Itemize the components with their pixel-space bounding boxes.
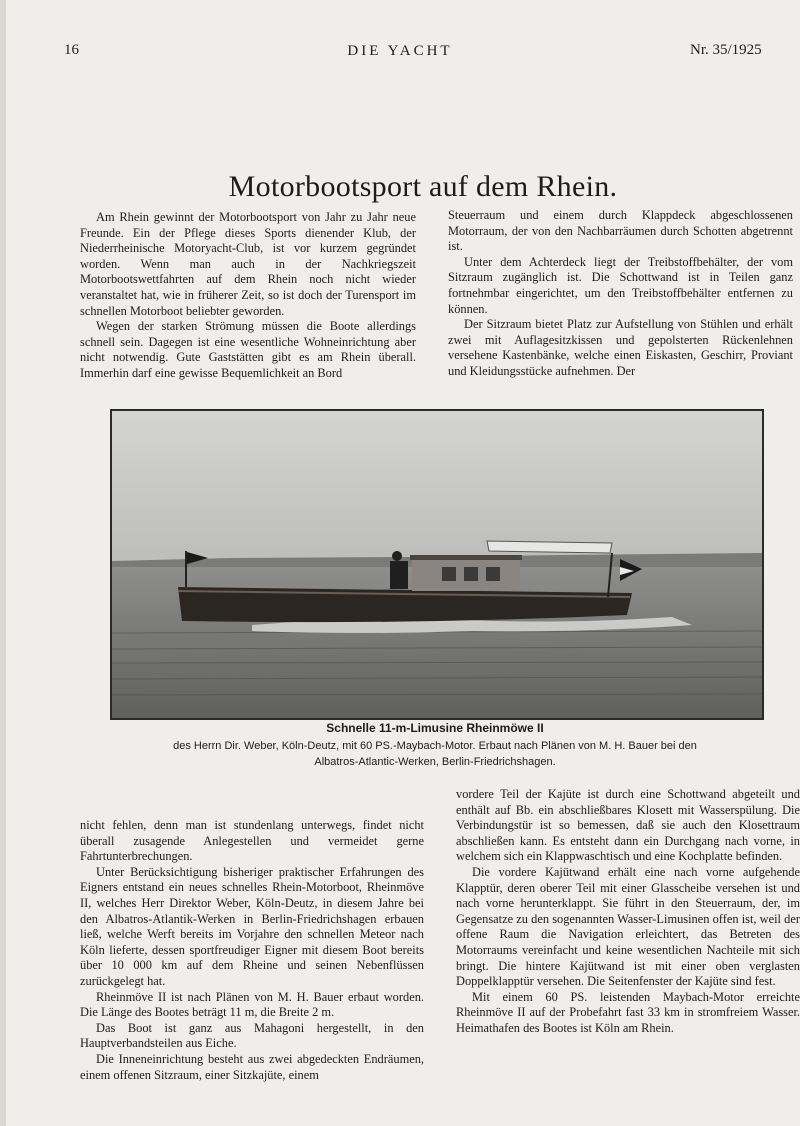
- caption-title: Schnelle 11-m-Limusine Rheinmöwe II: [326, 721, 544, 735]
- paragraph: Der Sitzraum bietet Platz zur Aufstellung von Stühlen und erhält zwei mit Auflagesitzkissen und gepolsterten Rückenlehnen versehene Kastenbänke, welche einen Eiskasten, Geschirr, Proviant und Kleidungsstücke aufnehmen. Der: [448, 317, 793, 378]
- boat-photograph: [110, 409, 764, 720]
- boat-photo-illustration: [112, 411, 762, 718]
- paragraph: nicht fehlen, denn man ist stundenlang unterwegs, findet nicht überall zusagende Anlegestellen und vermeidet gerne Fahrtunterbrechungen.: [80, 818, 424, 864]
- article-title: Motorbootsport auf dem Rhein.: [228, 170, 618, 204]
- paragraph: Wegen der starken Strömung müssen die Boote allerdings schnell sein. Dagegen ist eine wesentliche Wohneinrichtung aber nicht notwendig. Gute Gaststätten gibt es am Rhein überall. Immerhin darf eine gewisse Bequemlichkeit an Bord: [80, 319, 416, 380]
- caption-line: Albatros-Atlantic-Werken, Berlin-Friedrichshagen.: [314, 756, 556, 768]
- paragraph: Mit einem 60 PS. leistenden Maybach-Motor erreichte Rheinmöve II auf der Probefahrt fast 33 km in stromfreiem Wasser. Heimathafen des Bootes ist Köln am Rhein.: [456, 989, 800, 1035]
- caption-line: des Herrn Dir. Weber, Köln-Deutz, mit 60 PS.-Maybach-Motor. Erbaut nach Plänen von M. H. Bauer bei den: [173, 740, 697, 752]
- paragraph: Rheinmöve II ist nach Plänen von M. H. Bauer erbaut worden. Die Länge des Bootes beträgt 11 m, die Breite 2 m.: [80, 989, 424, 1020]
- paragraph: Am Rhein gewinnt der Motorbootsport von Jahr zu Jahr neue Freunde. Ein der Pflege dieses Sports dienender Klub, der Niederrheinische Motoryacht-Club, ist vor kurzem gegründet worden. Wenn man auch in der Nachkriegszeit Motorbootswettfahrten auf dem Rhein noch nicht wieder veranstaltet hat, wie in früherer Zeit, so ist doch der Turensport im schnellen Motorboot beliebter geworden.: [80, 210, 416, 318]
- paragraph: Die vordere Kajütwand erhält eine nach vorne aufgehende Klapptür, deren oberer Teil mit einer Glasscheibe versehen ist und nach vorne herunterklappt. Sie führt in den Steuerraum, der, im Gegensatze zu den sogenannten Wasser-Limusinen offen ist, weil der offene Raum die Navigation erleichtert, das Betreten des Motorraums vereinfacht und keine wesentlichen Nachteile mit sich bringt. Die hintere Kajütwand ist mit einer oben verglasten Doppelklapptür versehen. Die Seitenfenster der Kajüte sind fest.: [456, 864, 800, 989]
- text-column-2: [448, 208, 793, 380]
- issue-number: Nr. 35/1925: [690, 42, 762, 58]
- paragraph: Die Inneneinrichtung besteht aus zwei abgedeckten Endräumen, einem offenen Sitzraum, einer Sitzkajüte, einem: [80, 1051, 424, 1082]
- paragraph: Das Boot ist ganz aus Mahagoni hergestellt, in den Hauptverbandsteilen aus Eiche.: [80, 1020, 424, 1051]
- journal-name: DIE YACHT: [347, 43, 453, 59]
- paragraph: vordere Teil der Kajüte ist durch eine Schottwand abgeteilt und enthält auf Bb. ein abschließbares Klosett mit Wasserspülung. Die Verbindungstür ist so bemessen, daß sie auch den Klosettraum abschließen kann. Es entsteht dann ein Durchgang nach vorne, in welchem sich ein Klappwaschtisch und eine Kochplatte befinden.: [456, 787, 800, 864]
- text-column-4: [456, 787, 800, 1037]
- page-number: 16: [64, 42, 79, 58]
- paragraph: Unter Berücksichtigung bisheriger praktischer Erfahrungen des Eigners entstand ein neues schnelles Rhein-Motorboot, Rheinmöve II, welches Herr Direktor Weber, Köln-Deutz, in diesem Jahre bei den Albatros-Atlantik-Werken in Berlin-Friedrichshagen erbauen ließ, welche Werft bereits im Vorjahre den schnellen Meteor nach Köln lieferte, dessen sportfreudiger Eigner mit diesem Boot bereits über 10 000 km auf dem Rheine und seinen Nebenflüssen zurückgelegt hat.: [80, 864, 424, 988]
- paragraph: Unter dem Achterdeck liegt der Treibstoffbehälter, der vom Sitzraum zugänglich ist. Die Schottwand ist in Teilen ganz fortnehmbar eingerichtet, um den Treibstoffbehälter entfernen zu können.: [448, 254, 793, 316]
- text-column-1: [80, 210, 416, 382]
- paragraph: Steuerraum und einem durch Klappdeck abgeschlossenen Motorraum, der von den Nachbarräumen durch Schotten abgetrennt ist.: [448, 208, 793, 254]
- text-column-3: [80, 818, 424, 1083]
- figure-caption: [110, 721, 760, 770]
